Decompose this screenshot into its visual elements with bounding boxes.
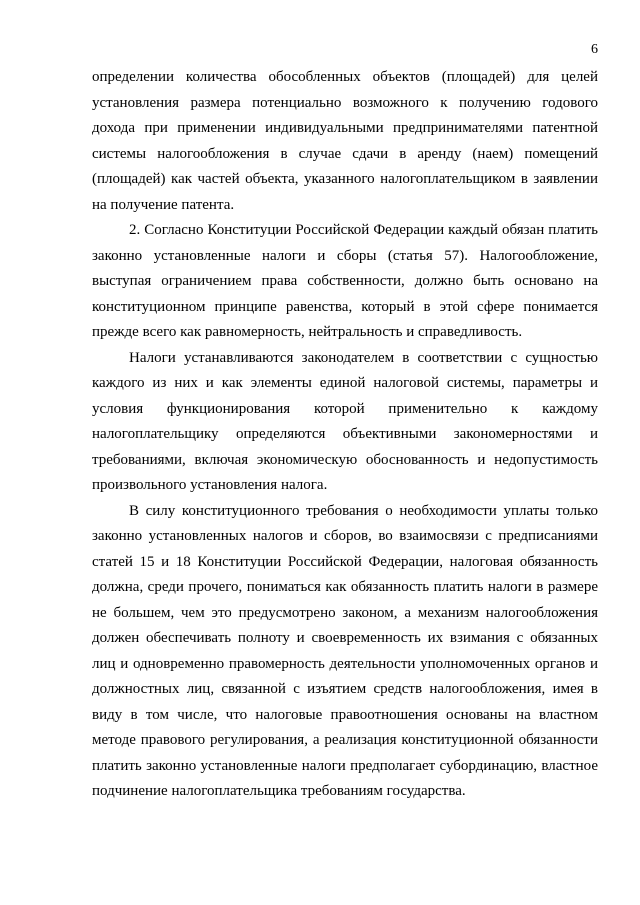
- document-body: [92, 65, 598, 805]
- paragraph-continuation: определении количества обособленных объектов (площадей) для целей установления размера потенциально возможного к получению годового дохода при применении индивидуальными предпринимателями патентной системы налогообложения в случае сдачи в аренду (наем) помещений (площадей) как частей объекта, указанного налогоплательщиком в заявлении на получение патента.: [92, 69, 598, 213]
- paragraph-constitution-taxes: 2. Согласно Конституции Российской Федерации каждый обязан платить законно установленные налоги и сборы (статья 57). Налогообложение, выступая ограничением права собственности, должно быть основано на конституционном принципе равенства, который в этой сфере понимается прежде всего как равномерность, нейтральность и справедливость.: [92, 222, 598, 340]
- page-number: 6: [591, 42, 598, 57]
- paragraph-tax-obligation: В силу конституционного требования о необходимости уплаты только законно установленных налогов и сборов, во взаимосвязи с предписаниями статей 15 и 18 Конституции Российской Федерации, налоговая обязанность должна, среди прочего, пониматься как обязанность платить налоги в размере не большем, чем это предусмотрено законом, а механизм налогообложения должен обеспечивать полноту и своевременность их взимания с обязанных лиц и одновременно правомерность деятельности уполномоченных органов и должностных лиц, связанной с изъятием средств налогообложения, имея в виду в том числе, что налоговые правоотношения основаны на властном методе правового регулирования, а реализация конституционной обязанности платить законно установленные налоги предполагает субординацию, властное подчинение налогоплательщика требованиям государства.: [92, 502, 598, 799]
- paragraph-tax-establishment: Налоги устанавливаются законодателем в соответствии с сущностью каждого из них и как элементы единой налоговой системы, параметры и условия функционирования которой применительно к каждому налогоплательщику определяются объективными закономерностями и требованиями, включая экономическую обоснованность и недопустимость произвольного установления налога.: [92, 349, 598, 493]
